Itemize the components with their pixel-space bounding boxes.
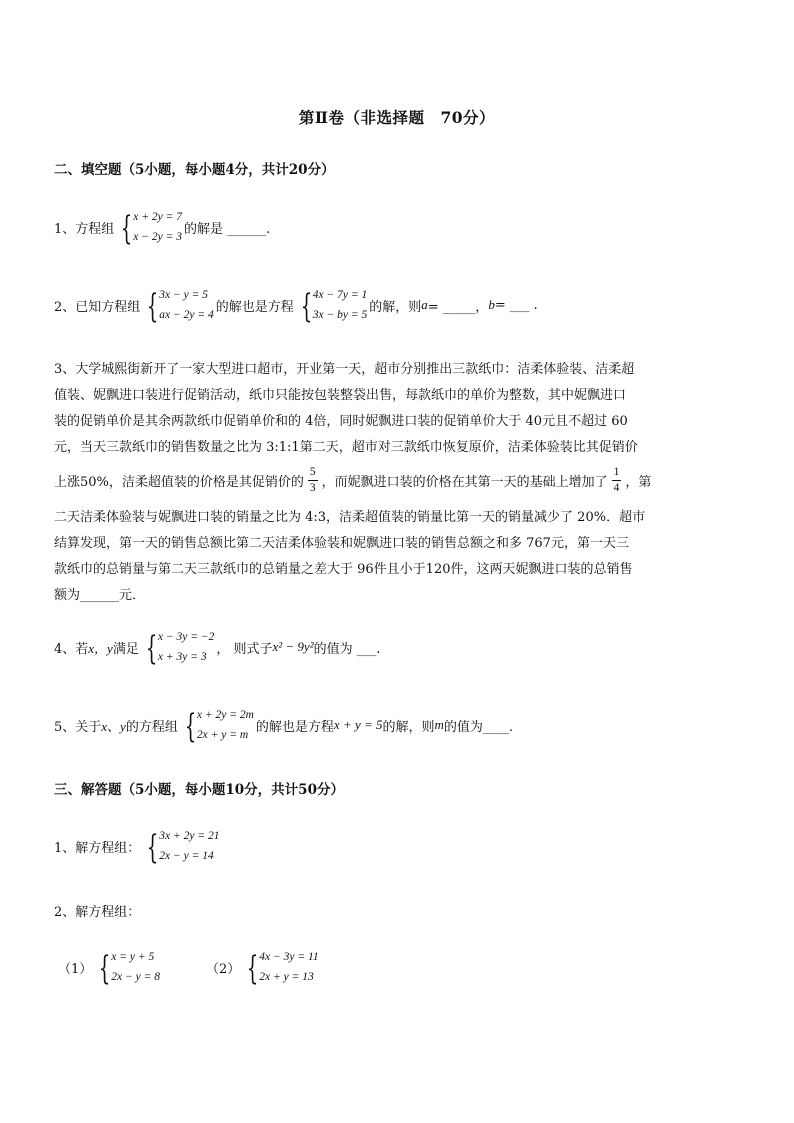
question-2-1: 1、方程组 { x + 2y = 7 x − 2y = 3 的解是 ______.: [54, 207, 271, 247]
fraction-5-3: $\frac{5}{3}$: [309, 465, 316, 494]
equation-system: { x + 2y = 2m 2x + y = m: [184, 705, 254, 745]
section-fill-in-heading: 二、填空题（5小题，每小题4分，共计20分）: [54, 162, 335, 178]
equation-system: { x − 3y = −2 x + 3y = 3: [145, 627, 215, 667]
question-3-2-prompt: 2、解方程组：: [54, 905, 141, 920]
page-title: 第Ⅱ卷（非选择题 70分）: [298, 108, 496, 127]
equation-system: { 3x − y = 5 ax − 2y = 4: [147, 285, 214, 325]
equation-system: { 4x − 7y = 1 3x − by = 5: [300, 285, 368, 325]
equation-system: { x + 2y = 7 x − 2y = 3: [121, 207, 183, 247]
question-2-3: 3、大学城熙街新开了一家大型进口超市，开业第一天，超市分别推出三款纸巾：洁柔体验装、洁柔超 值装、妮飘进口装进行促销活动，纸巾只能按包装整袋出售，每款纸巾的单价为整数，其中妮飘进口 装的促销单价是其余两款纸巾促销单价和的 4倍，同时妮飘进口装的促销单价大于 40元且不超过 60 元，当天三款纸巾的销售数量之比为 3:1:1第二天，超市对三款纸巾恢复原价，洁柔体验装比其促销价 上涨50%，洁柔超值装的价格是其促销价的 $\frac{5}{3}$ ，而妮飘进口装的价格在其第一天的基础上增加了 $\frac{1}{4}$ ，第 二天洁柔体验装与妮飘进口装的销量之比为 4:3，洁柔超值装的销量比第一天的销量减少了 20%．超市 结算发现，第一天的销售总额比第二天洁柔体验装和妮飘进口装的销售总额之和多 767元，第一天三 款纸巾的总销量与第二天三款纸巾的总销量之差大于 96件且小于120件，这两天妮飘进口装的总销售 额为______元．: [54, 361, 652, 603]
question-3-2-parts: （1） { x = y + 5 2x − y = 8 （2） { 4x − 3y = 11 2x + y = 13: [58, 947, 319, 987]
question-2-4: 4、若 x，y 满足 { x − 3y = −2 x + 3y = 3 ， 则式子 x² − 9y² 的值为 ___.: [54, 627, 381, 667]
fraction-1-4: $\frac{1}{4}$: [613, 465, 620, 494]
equation-system: { 3x + 2y = 21 2x − y = 14: [147, 826, 220, 866]
equation-system: { 4x − 3y = 11 2x + y = 13: [247, 947, 319, 987]
equation-system: { x = y + 5 2x − y = 8: [99, 947, 161, 987]
question-2-2: 2、已知方程组 { 3x − y = 5 ax − 2y = 4 的解也是方程 { 4x − 7y = 1 3x − by = 5 的解，则 a = _____， b = ___ .: [54, 285, 538, 325]
question-3-1: 1、解方程组： { 3x + 2y = 21 2x − y = 14: [54, 826, 220, 866]
question-2-5: 5、关于 x、y 的方程组 { x + 2y = 2m 2x + y = m 的解也是方程 x + y = 5 的解，则 m 的值为____.: [54, 705, 514, 745]
section-answer-heading: 三、解答题（5小题，每小题10分，共计50分）: [54, 782, 344, 798]
